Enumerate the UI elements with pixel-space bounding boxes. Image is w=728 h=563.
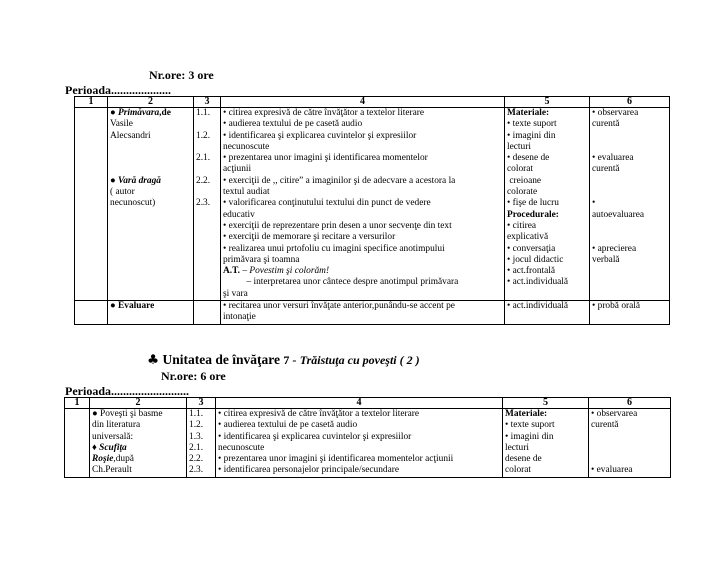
cell-content-titles bbox=[108, 301, 194, 325]
cell-resources bbox=[503, 409, 589, 478]
cell-resources bbox=[505, 301, 590, 325]
story-title: ♦ Scufiţa bbox=[92, 442, 127, 453]
unit-title-number: 7 - bbox=[283, 353, 297, 367]
activity-line: • audierea textului de pe casetă audio bbox=[223, 119, 363, 130]
activity-line: • exerciţii de reprezentare prin desen a unor secvenţe din text bbox=[223, 220, 452, 231]
evaluation-line: • bbox=[592, 198, 596, 209]
competence-code: 2.2. bbox=[189, 454, 204, 465]
cell-empty bbox=[194, 301, 221, 325]
evaluation-line bbox=[592, 232, 667, 243]
competence-code: 1.1. bbox=[189, 409, 204, 419]
unit-title-prefix: Unitatea de învăţare bbox=[162, 352, 280, 367]
content-title-line bbox=[92, 443, 184, 454]
evaluation-line: • evaluarea bbox=[592, 153, 634, 164]
activity-line: • identificarea personajelor principale/secundare bbox=[218, 465, 400, 476]
competence-code: 1.2. bbox=[196, 130, 211, 141]
competence-code bbox=[196, 142, 218, 153]
cell-empty bbox=[65, 409, 90, 478]
resource-line: • imagini din bbox=[507, 130, 556, 141]
cell-activities bbox=[216, 409, 503, 478]
activity-line: educativ bbox=[223, 209, 255, 220]
activity-line: • recitarea unor versuri învăţate anterior,punându-se accent pe bbox=[223, 301, 455, 312]
resource-line: colorat bbox=[505, 465, 532, 476]
competence-code: 1.1. bbox=[196, 108, 211, 118]
resource-line: • jocul didactic bbox=[507, 254, 564, 265]
perioada-label-2: Perioada.......................... bbox=[65, 384, 189, 398]
competence-code: 2.3. bbox=[196, 198, 211, 209]
evaluation-line bbox=[592, 142, 667, 153]
activity-line: • identificarea şi explicarea cuvintelor şi expresiilor bbox=[223, 130, 417, 141]
competence-code: 2.1. bbox=[196, 153, 211, 164]
evaluation-line: • observarea bbox=[592, 108, 639, 118]
competence-code: 1.2. bbox=[189, 420, 204, 431]
content-title-line: Roşie,după bbox=[92, 454, 134, 465]
evaluation-line: autoevaluarea bbox=[592, 209, 645, 220]
content-title-line: Alecsandri bbox=[110, 130, 151, 141]
activity-line: • exerciţii de memorare şi recitare a versurilor bbox=[223, 232, 396, 243]
cell-content-titles bbox=[90, 409, 187, 478]
column-header: 5 bbox=[505, 97, 590, 108]
resource-line: lecturi bbox=[507, 141, 531, 152]
resource-line: • act.individuală bbox=[507, 301, 569, 312]
table-header-row bbox=[65, 398, 671, 409]
resource-line: lecturi bbox=[505, 442, 529, 453]
activity-line: • realizarea unui prtofoliu cu imagini specifice anotimpului bbox=[223, 243, 445, 254]
activity-line: • identificarea şi explicarea cuvintelor şi expresiilor bbox=[218, 431, 412, 442]
resource-line: • conversaţia bbox=[507, 243, 556, 254]
resource-line: • desene de bbox=[507, 153, 550, 164]
plan-table-1 bbox=[74, 96, 670, 325]
resource-line bbox=[507, 108, 587, 119]
evaluation-line: curentă bbox=[592, 119, 620, 130]
cell-evaluation bbox=[590, 108, 670, 301]
evaluation-title: ● Evaluare bbox=[110, 301, 155, 312]
resource-line: • texte suport bbox=[505, 420, 555, 431]
evaluation-line: • probă orală bbox=[592, 301, 641, 312]
evaluation-line bbox=[592, 176, 667, 187]
competence-code: 2.3. bbox=[189, 465, 204, 476]
activity-line: şi vara bbox=[223, 288, 248, 299]
content-title-line: necunoscut) bbox=[110, 198, 156, 209]
column-header: 1 bbox=[65, 398, 90, 409]
unit-title-name: Trăistuţa cu poveşti ( 2 ) bbox=[299, 353, 420, 367]
activity-line: • audierea textului de pe casetă audio bbox=[218, 420, 358, 431]
column-header: 5 bbox=[503, 398, 589, 409]
content-title-line: ● Primăvara,de bbox=[110, 108, 171, 118]
content-title-line bbox=[110, 301, 191, 312]
competence-code: 2.1. bbox=[189, 442, 204, 453]
column-header: 3 bbox=[187, 398, 216, 409]
resource-line: colorat bbox=[507, 164, 534, 175]
evaluation-line bbox=[592, 187, 667, 198]
column-header: 2 bbox=[108, 97, 194, 108]
cell-resources bbox=[505, 108, 590, 301]
activity-line: • citirea expresivă de către învăţător a textelor literare bbox=[218, 409, 420, 419]
activity-line: – interpretarea unor cântece despre anotimpul primăvara bbox=[223, 277, 459, 288]
cell-empty bbox=[75, 301, 108, 325]
unit-title bbox=[147, 352, 420, 368]
cell-activities bbox=[221, 301, 505, 325]
resource-line: • act.frontală bbox=[507, 266, 556, 277]
content-title-line: universală: bbox=[92, 431, 134, 442]
table-row bbox=[65, 409, 671, 478]
resource-line: • citirea bbox=[507, 220, 537, 231]
club-icon: ♣ bbox=[147, 352, 160, 368]
cell-competences bbox=[194, 108, 221, 301]
table-row bbox=[75, 301, 670, 325]
content-title-line bbox=[110, 153, 191, 164]
nr-ore-label-1: Nr.ore: 3 ore bbox=[149, 68, 214, 82]
cell-evaluation bbox=[589, 409, 671, 478]
activity-line: • prezentarea unor imagini şi identificarea momentelor acţiunii bbox=[218, 454, 454, 465]
column-header: 3 bbox=[194, 97, 221, 108]
resource-heading: Procedurale: bbox=[507, 209, 559, 220]
activity-line: necunoscute bbox=[218, 442, 265, 453]
content-title-line: ● Poveşti şi basme bbox=[92, 409, 163, 419]
activity-line: intonaţie bbox=[223, 312, 256, 323]
activity-line: primăvara şi toamna bbox=[223, 254, 300, 265]
resource-line: • fişe de lucru bbox=[507, 198, 559, 209]
resource-line: • imagini din bbox=[505, 431, 554, 442]
resource-line: • texte suport bbox=[507, 119, 557, 130]
evaluation-line: • aprecierea bbox=[592, 243, 637, 254]
content-title-line bbox=[110, 164, 191, 175]
resource-line bbox=[507, 210, 587, 221]
competence-code bbox=[196, 164, 218, 175]
evaluation-line bbox=[592, 221, 667, 232]
resource-line bbox=[505, 409, 586, 420]
activity-line: necunoscute bbox=[223, 141, 270, 152]
cell-activities bbox=[221, 108, 505, 301]
competence-code: 1.3. bbox=[189, 431, 204, 442]
content-title-line: ● Vară dragă bbox=[110, 175, 161, 186]
competence-code: 2.2. bbox=[196, 175, 211, 186]
evaluation-line: • observarea bbox=[591, 409, 638, 419]
content-title-line: Ch.Perault bbox=[92, 465, 132, 476]
cell-empty bbox=[75, 108, 108, 301]
evaluation-line bbox=[591, 454, 668, 465]
column-header: 4 bbox=[216, 398, 503, 409]
column-header: 2 bbox=[90, 398, 187, 409]
evaluation-line bbox=[592, 131, 667, 142]
competence-code bbox=[196, 187, 218, 198]
evaluation-line: curentă bbox=[592, 164, 620, 175]
cell-content-titles bbox=[108, 108, 194, 301]
evaluation-line: curentă bbox=[591, 420, 619, 431]
activity-line: • valorificarea conţinutului textului din punct de vedere bbox=[223, 198, 431, 209]
resource-heading: Materiale: bbox=[505, 409, 548, 419]
competence-code bbox=[196, 119, 218, 130]
activity-line: • citirea expresivă de către învăţător a textelor literare bbox=[223, 108, 425, 118]
activity-line: • exerciţii de ,, citire” a imaginilor şi de adecvare a acestora la bbox=[223, 175, 456, 186]
cell-evaluation bbox=[590, 301, 670, 325]
evaluation-line: • evaluarea bbox=[591, 465, 633, 476]
nr-ore-label-2: Nr.ore: 6 ore bbox=[161, 369, 226, 383]
resource-line: • act.individuală bbox=[507, 277, 569, 288]
perioada-label-1: Perioada.................... bbox=[65, 83, 171, 97]
column-header: 4 bbox=[221, 97, 505, 108]
activity-line: • prezentarea unor imagini şi identificarea momentelor bbox=[223, 153, 428, 164]
activity-line: textul audiat bbox=[223, 187, 270, 198]
table-row bbox=[75, 108, 670, 301]
column-header: 6 bbox=[589, 398, 671, 409]
content-title-line: Vasile bbox=[110, 119, 133, 130]
resource-line: explicativă bbox=[507, 232, 549, 243]
resource-line: desene de bbox=[505, 454, 542, 465]
resource-line: colorate bbox=[507, 187, 538, 198]
resource-heading: Materiale: bbox=[507, 108, 550, 118]
content-title-line: ( autor bbox=[110, 187, 135, 198]
activity-line: acţiunii bbox=[223, 164, 252, 175]
cell-competences bbox=[187, 409, 216, 478]
column-header: 1 bbox=[75, 97, 108, 108]
evaluation-line bbox=[591, 443, 668, 454]
content-title-line bbox=[110, 142, 191, 153]
column-header: 6 bbox=[590, 97, 670, 108]
plan-table-2 bbox=[64, 397, 671, 478]
resource-line: creioane bbox=[507, 175, 542, 186]
content-title-line: din literatura bbox=[92, 420, 141, 431]
activity-line: A.T. – Povestim şi colorăm! bbox=[223, 266, 330, 277]
table-header-row bbox=[75, 97, 670, 108]
evaluation-line bbox=[591, 432, 668, 443]
evaluation-line: verbală bbox=[592, 254, 620, 265]
